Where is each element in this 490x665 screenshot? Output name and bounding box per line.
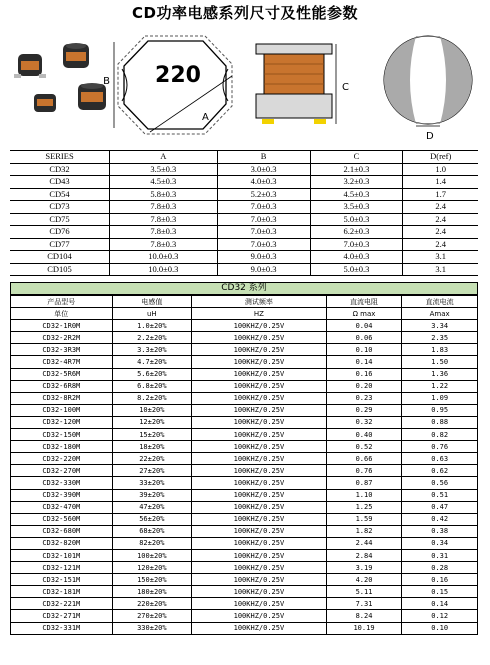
inductor-spec-table [10, 295, 478, 635]
spec-cell: 1.82 [326, 525, 402, 537]
dim-cell: 7.0±0.3 [217, 213, 310, 226]
spec-cell: CD32-331M [11, 622, 113, 634]
spec-cell: 22±20% [112, 453, 192, 465]
spec-cell: 100±20% [112, 549, 192, 561]
dim-row [10, 238, 478, 251]
dim-cell: 1.7 [403, 188, 478, 201]
dim-cell: 4.0±0.3 [310, 251, 403, 264]
header-cell: 产品型号 [11, 296, 113, 308]
spec-cell: 8.2±20% [112, 392, 192, 404]
spec-cell: CD32-151M [11, 574, 113, 586]
spec-cell: 100KHZ/0.25V [192, 610, 327, 622]
spec-cell: 0.06 [326, 332, 402, 344]
dim-cell: 7.8±0.3 [110, 201, 218, 214]
product-photo [14, 43, 106, 112]
spec-cell: 27±20% [112, 465, 192, 477]
spec-cell: 4.20 [326, 574, 402, 586]
spec-cell: 3.19 [326, 562, 402, 574]
spec-cell: 100KHZ/0.25V [192, 429, 327, 441]
spec-cell: CD32-390M [11, 489, 113, 501]
spec-cell: 220±20% [112, 598, 192, 610]
spec-cell: 3.34 [402, 320, 478, 332]
spec-cell: 12±20% [112, 416, 192, 428]
spec-row [11, 537, 478, 549]
spec-cell: 10.19 [326, 622, 402, 634]
spec-cell: 1.50 [402, 356, 478, 368]
spec-row [11, 344, 478, 356]
marking-text: 220 [155, 63, 201, 88]
spec-row [11, 501, 478, 513]
spec-cell: 1.83 [402, 344, 478, 356]
spec-cell: 15±20% [112, 429, 192, 441]
dim-cell: 6.2±0.3 [310, 226, 403, 239]
spec-cell: 2.35 [402, 332, 478, 344]
product-illustration [0, 24, 490, 148]
spec-row [11, 380, 478, 392]
dim-row [10, 251, 478, 264]
spec-cell: 100KHZ/0.25V [192, 368, 327, 380]
dimension-table [10, 150, 478, 276]
header-cell: 测试频率 [192, 296, 327, 308]
dim-cell: 7.8±0.3 [110, 238, 218, 251]
spec-cell: 4.7±20% [112, 356, 192, 368]
spec-cell: 7.31 [326, 598, 402, 610]
spec-cell: 100KHZ/0.25V [192, 477, 327, 489]
spec-cell: 100KHZ/0.25V [192, 574, 327, 586]
spec-cell: CD32-560M [11, 513, 113, 525]
spec-cell: 3.3±20% [112, 344, 192, 356]
dim-cell: 5.0±0.3 [310, 213, 403, 226]
dim-cell: 4.5±0.3 [110, 176, 218, 189]
spec-cell: 0.04 [326, 320, 402, 332]
dim-cell: 3.1 [403, 263, 478, 276]
dim-cell: 3.0±0.3 [217, 163, 310, 176]
spec-cell: CD32-270M [11, 465, 113, 477]
spec-row [11, 622, 478, 634]
dim-cell: 7.0±0.3 [217, 238, 310, 251]
spec-cell: 100KHZ/0.25V [192, 344, 327, 356]
dim-cell: 2.4 [403, 201, 478, 214]
spec-cell: 0.34 [402, 537, 478, 549]
spec-cell: 100KHZ/0.25V [192, 549, 327, 561]
dim-cell: 3.1 [403, 251, 478, 264]
spec-cell: CD32-100M [11, 404, 113, 416]
side-view-drawing [256, 44, 349, 124]
spec-cell: 0.31 [402, 549, 478, 561]
spec-cell: 0.23 [326, 392, 402, 404]
unit-cell: Amax [402, 308, 478, 320]
spec-cell: 150±20% [112, 574, 192, 586]
dim-row [10, 188, 478, 201]
spec-cell: 0.20 [326, 380, 402, 392]
dim-cell: 2.4 [403, 213, 478, 226]
spec-cell: 0.10 [326, 344, 402, 356]
spec-row [11, 320, 478, 332]
spec-cell: CD32-680M [11, 525, 113, 537]
spec-cell: 47±20% [112, 501, 192, 513]
dim-cell: 1.0 [403, 163, 478, 176]
header-cell: 直流电流 [402, 296, 478, 308]
spec-cell: 0.56 [402, 477, 478, 489]
spec-row [11, 404, 478, 416]
spec-cell: 100KHZ/0.25V [192, 356, 327, 368]
spec-row [11, 549, 478, 561]
spec-cell: 8.24 [326, 610, 402, 622]
spec-cell: CD32-5R6M [11, 368, 113, 380]
spec-cell: 100KHZ/0.25V [192, 441, 327, 453]
spec-cell: 100KHZ/0.25V [192, 622, 327, 634]
spec-row [11, 586, 478, 598]
unit-cell: HZ [192, 308, 327, 320]
spec-cell: 18±20% [112, 441, 192, 453]
spec-cell: 1.25 [326, 501, 402, 513]
spec-cell: 5.11 [326, 586, 402, 598]
unit-cell: 单位 [11, 308, 113, 320]
spec-cell: 0.76 [402, 441, 478, 453]
spec-cell: CD32-8R2M [11, 392, 113, 404]
header-cell: SERIES [10, 151, 110, 164]
spec-cell: 120±20% [112, 562, 192, 574]
dim-label-b: B [103, 76, 110, 87]
spec-cell: CD32-181M [11, 586, 113, 598]
spec-cell: 1.10 [326, 489, 402, 501]
top-view-drawing [103, 36, 232, 134]
spec-row [11, 477, 478, 489]
unit-cell: uH [112, 308, 192, 320]
spec-cell: 1.36 [402, 368, 478, 380]
spec-cell: 100KHZ/0.25V [192, 598, 327, 610]
spec-cell: CD32-6R8M [11, 380, 113, 392]
spec-cell: 2.2±20% [112, 332, 192, 344]
spec-cell: 0.63 [402, 453, 478, 465]
spec-cell: 1.09 [402, 392, 478, 404]
dim-label-c: C [342, 82, 349, 93]
spec-cell: 2.44 [326, 537, 402, 549]
header-cell: 电感值 [112, 296, 192, 308]
spec-cell: 0.14 [402, 598, 478, 610]
spec-row [11, 429, 478, 441]
spec-cell: 0.40 [326, 429, 402, 441]
dim-cell: 2.4 [403, 226, 478, 239]
page-title: CD功率电感系列尺寸及性能参数 [132, 4, 358, 22]
spec-cell: 56±20% [112, 513, 192, 525]
spec-cell: CD32-330M [11, 477, 113, 489]
dim-cell: 9.0±0.3 [217, 251, 310, 264]
spec-row [11, 562, 478, 574]
spec-cell: 100KHZ/0.25V [192, 380, 327, 392]
dim-cell: CD76 [10, 226, 110, 239]
spec-cell: 0.52 [326, 441, 402, 453]
spec-cell: 0.16 [326, 368, 402, 380]
spec-cell: 0.32 [326, 416, 402, 428]
spec-cell: CD32-221M [11, 598, 113, 610]
spec-cell: 39±20% [112, 489, 192, 501]
spec-cell: 0.66 [326, 453, 402, 465]
dim-label-d: D [426, 131, 434, 142]
spec-cell: CD32-4R7M [11, 356, 113, 368]
spec-cell: 100KHZ/0.25V [192, 501, 327, 513]
spec-cell: 330±20% [112, 622, 192, 634]
bottom-view-drawing [384, 36, 472, 142]
spec-unit-row [11, 308, 478, 320]
spec-cell: 6.8±20% [112, 380, 192, 392]
spec-cell: 100KHZ/0.25V [192, 537, 327, 549]
spec-cell: 100KHZ/0.25V [192, 586, 327, 598]
spec-cell: 0.88 [402, 416, 478, 428]
spec-cell: CD32-470M [11, 501, 113, 513]
spec-row [11, 332, 478, 344]
spec-cell: 0.76 [326, 465, 402, 477]
dim-cell: 10.0±0.3 [110, 263, 218, 276]
spec-cell: 1.22 [402, 380, 478, 392]
header-cell: 直流电阻 [326, 296, 402, 308]
dim-cell: 3.5±0.3 [110, 163, 218, 176]
dim-cell: CD32 [10, 163, 110, 176]
spec-cell: CD32-820M [11, 537, 113, 549]
dim-cell: 4.5±0.3 [310, 188, 403, 201]
spec-cell: 0.15 [402, 586, 478, 598]
dim-cell: 9.0±0.3 [217, 263, 310, 276]
dim-cell: CD54 [10, 188, 110, 201]
dim-cell: 3.5±0.3 [310, 201, 403, 214]
spec-cell: 100KHZ/0.25V [192, 489, 327, 501]
spec-cell: CD32-1R0M [11, 320, 113, 332]
dim-cell: CD43 [10, 176, 110, 189]
spec-header-row [11, 296, 478, 308]
dim-cell: CD77 [10, 238, 110, 251]
spec-cell: 0.28 [402, 562, 478, 574]
dim-cell: 1.4 [403, 176, 478, 189]
spec-row [11, 489, 478, 501]
header-cell: D(ref) [403, 151, 478, 164]
dim-cell: 2.4 [403, 238, 478, 251]
header-cell: B [217, 151, 310, 164]
spec-row [11, 525, 478, 537]
spec-cell: 100KHZ/0.25V [192, 332, 327, 344]
dim-cell: 5.8±0.3 [110, 188, 218, 201]
dim-row [10, 176, 478, 189]
spec-cell: 1.59 [326, 513, 402, 525]
spec-row [11, 513, 478, 525]
spec-cell: 100KHZ/0.25V [192, 465, 327, 477]
spec-cell: 33±20% [112, 477, 192, 489]
dim-row [10, 201, 478, 214]
dim-header-row [10, 151, 478, 164]
spec-cell: 0.14 [326, 356, 402, 368]
dim-row [10, 226, 478, 239]
dim-row [10, 163, 478, 176]
spec-row [11, 416, 478, 428]
spec-cell: 0.42 [402, 513, 478, 525]
spec-cell: 100KHZ/0.25V [192, 562, 327, 574]
spec-row [11, 356, 478, 368]
dim-cell: CD105 [10, 263, 110, 276]
spec-cell: CD32-101M [11, 549, 113, 561]
spec-cell: CD32-220M [11, 453, 113, 465]
unit-cell: Ω max [326, 308, 402, 320]
spec-row [11, 392, 478, 404]
dim-cell: CD75 [10, 213, 110, 226]
dim-cell: 7.8±0.3 [110, 226, 218, 239]
header-cell: A [110, 151, 218, 164]
dim-cell: 3.2±0.3 [310, 176, 403, 189]
spec-cell: CD32-121M [11, 562, 113, 574]
spec-cell: 2.84 [326, 549, 402, 561]
spec-cell: 0.87 [326, 477, 402, 489]
dim-cell: CD104 [10, 251, 110, 264]
spec-cell: 0.51 [402, 489, 478, 501]
spec-cell: 0.95 [402, 404, 478, 416]
spec-cell: CD32-3R3M [11, 344, 113, 356]
spec-cell: 100KHZ/0.25V [192, 320, 327, 332]
dim-cell: 7.0±0.3 [217, 226, 310, 239]
spec-row [11, 465, 478, 477]
spec-row [11, 453, 478, 465]
header-cell: C [310, 151, 403, 164]
section-title: CD32 系列 [10, 282, 478, 295]
dim-cell: CD73 [10, 201, 110, 214]
spec-cell: 270±20% [112, 610, 192, 622]
dim-cell: 10.0±0.3 [110, 251, 218, 264]
spec-cell: 100KHZ/0.25V [192, 525, 327, 537]
dim-cell: 7.0±0.3 [217, 201, 310, 214]
dim-cell: 2.1±0.3 [310, 163, 403, 176]
spec-cell: CD32-271M [11, 610, 113, 622]
spec-cell: 100KHZ/0.25V [192, 404, 327, 416]
spec-cell: CD32-180M [11, 441, 113, 453]
spec-row [11, 598, 478, 610]
spec-cell: 0.62 [402, 465, 478, 477]
dim-label-a: A [202, 112, 209, 123]
spec-cell: 0.12 [402, 610, 478, 622]
dim-row [10, 213, 478, 226]
dim-cell: 7.0±0.3 [310, 238, 403, 251]
spec-row [11, 610, 478, 622]
spec-cell: 0.29 [326, 404, 402, 416]
spec-row [11, 574, 478, 586]
spec-cell: 82±20% [112, 537, 192, 549]
spec-cell: 5.6±20% [112, 368, 192, 380]
spec-cell: CD32-120M [11, 416, 113, 428]
dim-cell: 7.8±0.3 [110, 213, 218, 226]
spec-cell: 0.10 [402, 622, 478, 634]
spec-cell: 0.47 [402, 501, 478, 513]
spec-cell: 100KHZ/0.25V [192, 392, 327, 404]
spec-cell: CD32-2R2M [11, 332, 113, 344]
spec-cell: 100KHZ/0.25V [192, 453, 327, 465]
spec-cell: CD32-150M [11, 429, 113, 441]
spec-cell: 180±20% [112, 586, 192, 598]
spec-cell: 10±20% [112, 404, 192, 416]
dim-cell: 4.0±0.3 [217, 176, 310, 189]
spec-row [11, 441, 478, 453]
spec-cell: 68±20% [112, 525, 192, 537]
spec-cell: 100KHZ/0.25V [192, 513, 327, 525]
spec-cell: 1.0±20% [112, 320, 192, 332]
dim-row [10, 263, 478, 276]
spec-cell: 0.16 [402, 574, 478, 586]
dim-cell: 5.0±0.3 [310, 263, 403, 276]
dim-cell: 5.2±0.3 [217, 188, 310, 201]
spec-row [11, 368, 478, 380]
spec-cell: 100KHZ/0.25V [192, 416, 327, 428]
spec-cell: 0.82 [402, 429, 478, 441]
spec-cell: 0.38 [402, 525, 478, 537]
